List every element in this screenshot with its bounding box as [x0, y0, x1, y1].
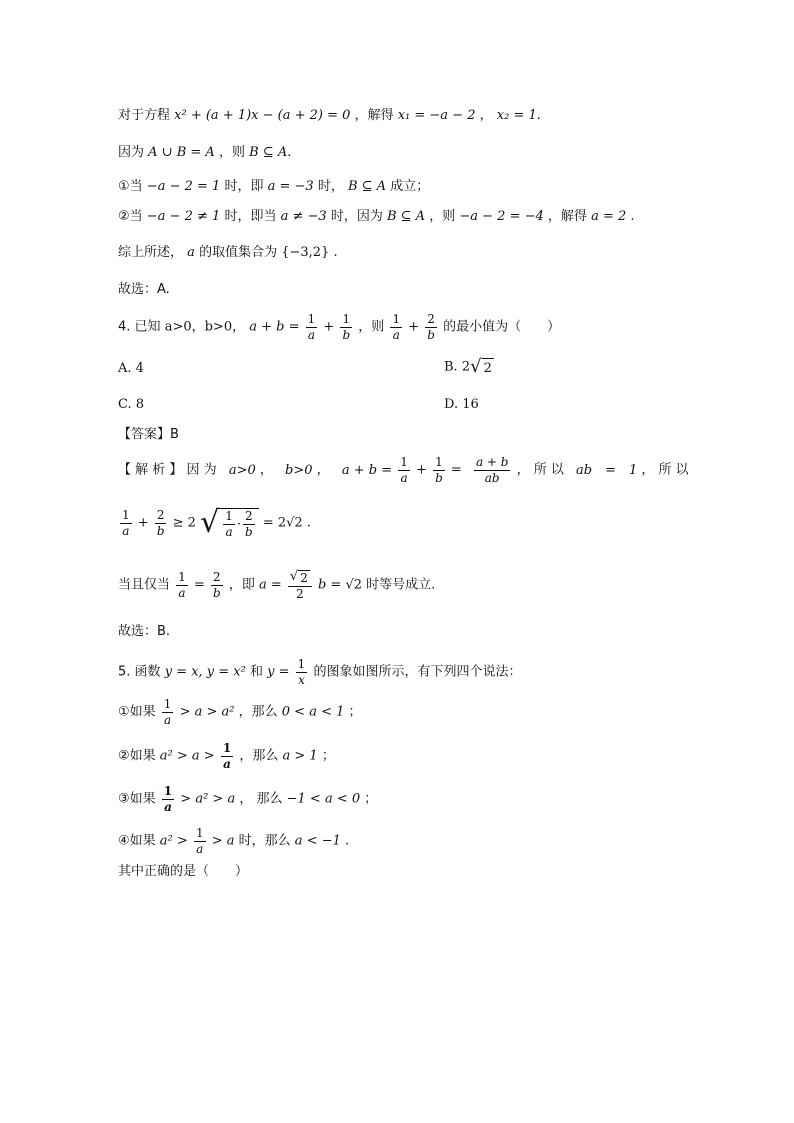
fraction: $\frac{2}{b}$: [212, 570, 221, 600]
option-a[interactable]: A. 4: [118, 361, 144, 376]
fraction: $\frac{2}{b}$: [245, 509, 253, 539]
statement-2: ②如果 a² > a > $\frac{1}{a}$ ，那么 a > 1 ；: [118, 741, 335, 771]
fraction: $\frac{1}{x}$: [297, 657, 306, 687]
fraction: $\frac{1}{a}$: [178, 570, 186, 600]
solution-case-2: ②当 −a − 2 ≠ 1 时，即当 a ≠ −3 时，因为 B ⊆ A ，则 −a − 2 = −4 ，解得 a = 2 .: [118, 209, 635, 224]
equation: x² + (a + 1)x − (a + 2) = 0: [174, 108, 351, 123]
fraction: $\frac{1}{a}$: [222, 741, 232, 771]
statement-1: ①如果 $\frac{1}{a}$ > a > a² ，那么 0 < a < 1 ；: [118, 697, 362, 727]
choose-answer-4: 故选：B.: [118, 624, 171, 639]
fraction: $\frac{1}{a}$: [163, 784, 173, 814]
option-b[interactable]: B. 2 √ 2: [444, 356, 492, 377]
fraction: $\frac{1}{a}$: [122, 508, 130, 538]
sqrt: √ 2: [289, 569, 308, 585]
fraction: $\frac{1}{a}$: [163, 697, 172, 727]
statement-4: ④如果 a² > $\frac{1}{a}$ > a 时，那么 a < −1 .: [118, 826, 350, 856]
option-d[interactable]: D. 16: [444, 397, 479, 412]
answer-label: 【答案】B: [118, 427, 179, 442]
fraction: $\frac{1}{a}$: [195, 826, 204, 856]
question-4-stem: 4. 已知 a>0，b>0， a + b = $\frac{1}{a}$ + $\frac{1}{b}$ ，则 $\frac{1}{a}$ + $\frac{2}{b}$ 的最小值为（ ）: [118, 312, 561, 342]
solution-line-1: 对于方程 x² + (a + 1)x − (a + 2) = 0 ，解得 x₁ = −a − 2 ， x₂ = 1.: [118, 108, 541, 123]
fraction: $\frac{1}{b}$: [342, 312, 351, 342]
question-5-prompt: 其中正确的是（ ）: [118, 864, 249, 879]
fraction: $\frac{1}{b}$: [435, 455, 443, 485]
fraction: $\frac{2}{b}$: [156, 508, 165, 538]
analysis-line-1: 【 解 析 】 因 为 a>0 ， b>0 ， a + b = $\frac{1}{a}$ + $\frac{1}{b}$ = $\frac{a + b}{ab}$ ， 所 以 ab = 1 ， 所 以: [118, 455, 689, 485]
question-5-stem: 5. 函数 y = x, y = x² 和 y = $\frac{1}{x}$ 的图象如图所示，有下列四个说法：: [118, 657, 522, 687]
option-c[interactable]: C. 8: [118, 397, 145, 412]
fraction: $\frac{a + b}{ab}$: [475, 455, 509, 485]
analysis-line-2: $\frac{1}{a}$ + $\frac{2}{b}$ ≥ 2 √ $\frac{1}{a}$ · $\frac{2}{b}$ = 2√2 .: [122, 505, 311, 540]
sqrt: √ 2: [470, 356, 492, 377]
fraction: $\frac{1}{a}$: [307, 312, 316, 342]
fraction: $\frac{1}{a}$: [225, 509, 233, 539]
fraction: $\frac{2}{b}$: [427, 312, 435, 342]
fraction: $\frac{1}{a}$: [400, 455, 408, 485]
fraction: $\frac{1}{a}$: [392, 312, 401, 342]
sqrt: √ $\frac{1}{a}$ · $\frac{2}{b}$: [200, 508, 259, 538]
solution-conclusion: 综上所述， a 的取值集合为 {−3,2} .: [118, 245, 338, 260]
solution-case-1: ①当 −a − 2 = 1 时，即 a = −3 时， B ⊆ A 成立；: [118, 179, 430, 194]
choose-answer-3: 故选：A.: [118, 282, 170, 297]
solution-line-2: 因为 A ∪ B = A ，则 B ⊆ A.: [118, 145, 292, 160]
equality-condition: 当且仅当 $\frac{1}{a}$ = $\frac{2}{b}$ ，即 a = √ 2 2 b = √2 时等号成立.: [118, 569, 436, 601]
fraction: √ 2 2: [288, 570, 312, 600]
statement-3: ③如果 $\frac{1}{a}$ > a² > a ， 那么 −1 < a < 0 ；: [118, 784, 378, 814]
